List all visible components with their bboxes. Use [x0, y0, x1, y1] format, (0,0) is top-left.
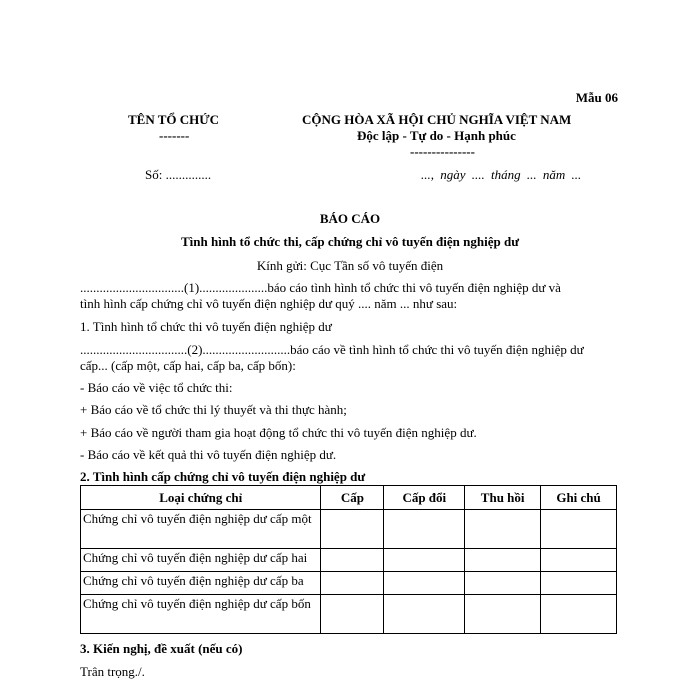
- bullet-item: - Báo cáo về việc tổ chức thi:: [80, 380, 233, 395]
- column-header: Cấp: [321, 486, 384, 510]
- certificate-table: [80, 485, 617, 634]
- table-row: [81, 510, 617, 549]
- table-header-row: [81, 486, 617, 510]
- column-header: Loại chứng chỉ: [81, 486, 321, 510]
- document-number: Số: ..............: [145, 167, 212, 182]
- paragraph-1-line-1: ................................(1).....................báo cáo tình hình tổ chức thi vô tuyến điện nghiệp dư và: [80, 280, 561, 295]
- certificate-type-cell: Chứng chỉ vô tuyến điện nghiệp dư cấp ba: [81, 572, 321, 595]
- paragraph-1-line-2: tình hình cấp chứng chỉ vô tuyến điện nghiệp dư quý .... năm ... như sau:: [80, 296, 458, 311]
- table-cell: [384, 549, 465, 572]
- table-cell: [321, 549, 384, 572]
- bullet-item: + Báo cáo về tổ chức thi lý thuyết và thi thực hành;: [80, 402, 347, 417]
- form-code: Mẫu 06: [575, 90, 618, 105]
- org-divider: -------: [159, 128, 190, 143]
- table-cell: [321, 510, 384, 549]
- report-title: BÁO CÁO: [319, 211, 381, 226]
- certificate-type-cell: Chứng chỉ vô tuyến điện nghiệp dư cấp hai: [81, 549, 321, 572]
- country-name: CỘNG HÒA XÃ HỘI CHỦ NGHĨA VIỆT NAM: [302, 112, 572, 127]
- table-cell: [384, 572, 465, 595]
- document-date: ..., ngày .... tháng ... năm ...: [421, 167, 582, 182]
- bullet-item: + Báo cáo về người tham gia hoạt động tổ chức thi vô tuyến điện nghiệp dư.: [80, 425, 477, 440]
- column-header: Cấp đổi: [384, 486, 465, 510]
- section-2-heading: 2. Tình hình cấp chứng chỉ vô tuyến điện nghiệp dư: [80, 469, 366, 484]
- paragraph-2-line-1: .................................(2)...........................báo cáo về tình hình tổ chức thi vô tuyến điện nghiệp dư: [80, 342, 584, 357]
- table-cell: [541, 595, 617, 634]
- table-cell: [465, 549, 541, 572]
- table-cell: [541, 572, 617, 595]
- section-3-heading: 3. Kiến nghị, đề xuất (nếu có): [80, 641, 243, 656]
- table-cell: [465, 510, 541, 549]
- table-row: [81, 549, 617, 572]
- section-1-heading: 1. Tình hình tổ chức thi vô tuyến điện nghiệp dư: [80, 319, 332, 334]
- closing-text: Trân trọng./.: [80, 664, 145, 679]
- paragraph-2-line-2: cấp... (cấp một, cấp hai, cấp ba, cấp bốn):: [80, 358, 296, 373]
- column-header: Thu hồi: [465, 486, 541, 510]
- motto: Độc lập - Tự do - Hạnh phúc: [357, 128, 516, 143]
- column-header: Ghi chú: [541, 486, 617, 510]
- table-cell: [541, 549, 617, 572]
- table-cell: [384, 510, 465, 549]
- table-cell: [541, 510, 617, 549]
- table-cell: [321, 595, 384, 634]
- report-subtitle: Tình hình tổ chức thi, cấp chứng chỉ vô tuyến điện nghiệp dư: [180, 234, 519, 249]
- bullet-item: - Báo cáo về kết quả thi vô tuyến điện nghiệp dư.: [80, 447, 337, 462]
- table-row: [81, 595, 617, 634]
- table-cell: [465, 595, 541, 634]
- certificate-type-cell: Chứng chỉ vô tuyến điện nghiệp dư cấp một: [81, 510, 321, 549]
- table-cell: [465, 572, 541, 595]
- table-cell: [321, 572, 384, 595]
- table-cell: [384, 595, 465, 634]
- org-name: TÊN TỔ CHỨC: [128, 112, 220, 127]
- motto-divider: ---------------: [410, 144, 475, 159]
- table-row: [81, 572, 617, 595]
- certificate-type-cell: Chứng chỉ vô tuyến điện nghiệp dư cấp bốn: [81, 595, 321, 634]
- recipient: Kính gửi: Cục Tần số vô tuyến điện: [256, 258, 444, 273]
